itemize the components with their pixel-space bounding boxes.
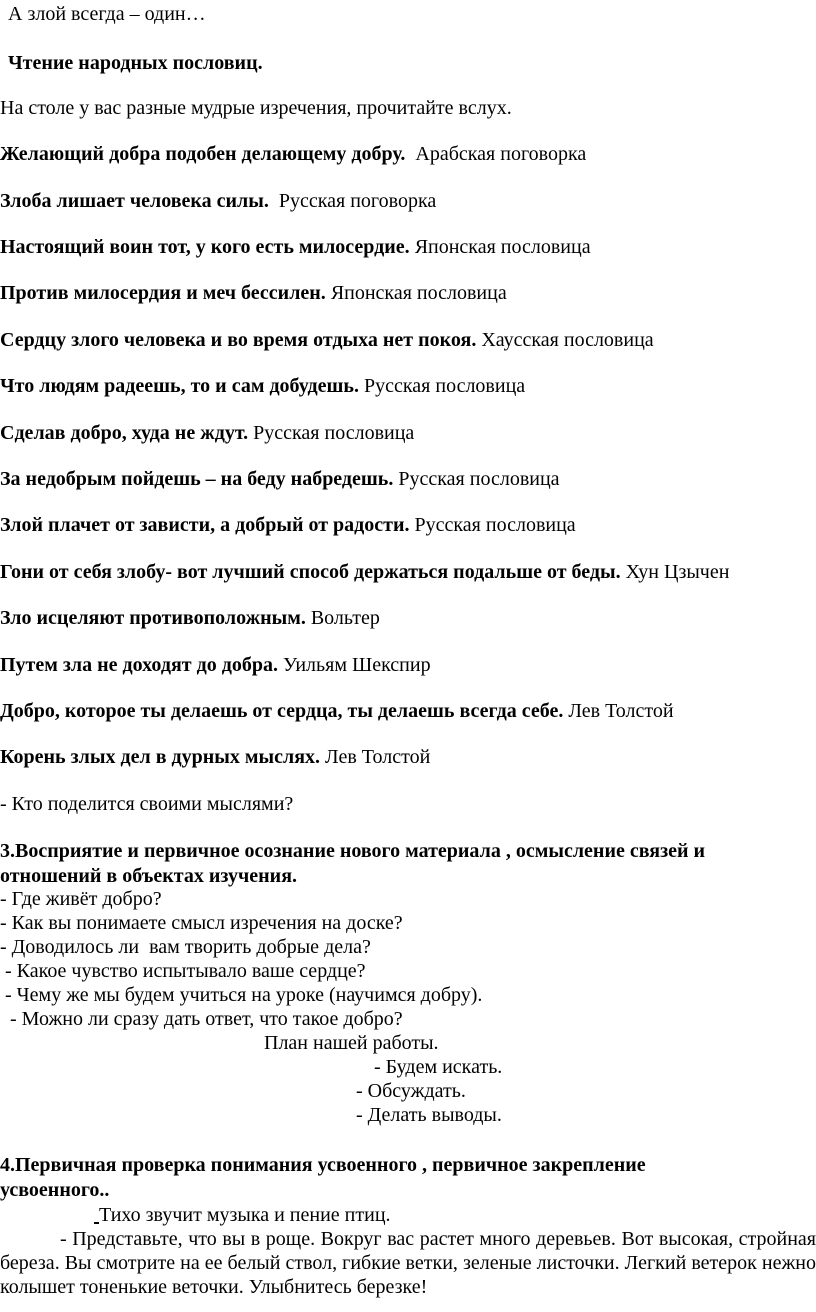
proverb-item (0, 467, 560, 491)
proverb-text: Добро, которое ты делаешь от сердца, ты делаешь всегда себе. (0, 700, 564, 722)
share-question: - Кто поделится своими мыслями? (0, 793, 294, 815)
proverb-item (0, 606, 380, 630)
proverb-source: Лев Толстой (568, 700, 674, 722)
intro-line: А злой всегда – один… (8, 3, 206, 25)
proverb-text: Желающий добра подобен делающему добру. (0, 143, 406, 165)
relaxation-paragraph: - Представьте, что вы в роще. Вокруг вас растет много деревьев. Вот высокая, стройная береза. Вы смотрите на ее белый ствол, гибкие ветки, зеленые листочки. Легкий ветерок нежно колышет тоненькие веточки. Улыбнитесь березке! (0, 1228, 816, 1298)
proverb-source: Японская пословица (330, 282, 507, 304)
proverb-source: Русская поговорка (278, 190, 437, 212)
proverb-text: Гони от себя злобу- вот лучший способ держаться подальше от беды. (0, 561, 621, 583)
proverb-text: Против милосердия и меч бессилен. (0, 282, 326, 304)
proverb-item (0, 142, 586, 166)
section3-heading-line2: отношений в объектах изучения. (0, 865, 298, 887)
proverb-text: Что людям радеешь, то и сам добудешь. (0, 375, 359, 397)
section3-question: - Какое чувство испытывало ваше сердце? (0, 960, 366, 982)
proverb-item (0, 560, 729, 584)
proverb-item (0, 281, 507, 305)
section3-question: - Где живёт добро? (0, 888, 162, 910)
proverb-source: Хаусская пословица (481, 329, 654, 351)
proverb-source: Русская пословица (398, 468, 560, 490)
proverb-text: Сердцу злого человека и во время отдыха нет покоя. (0, 329, 477, 351)
music-line (94, 1203, 391, 1227)
proverb-text: Зло исцеляют противоположным. (0, 607, 306, 629)
proverb-item (0, 513, 576, 537)
proverb-source: Хун Цзычен (625, 561, 730, 583)
section3-question: - Как вы понимаете смысл изречения на доске? (0, 912, 403, 934)
section3-heading-line1: 3.Восприятие и первичное осознание нового материала , осмысление связей и (0, 840, 706, 862)
proverb-item (0, 745, 430, 769)
proverb-text: Злоба лишает человека силы. (0, 190, 269, 212)
proverb-text: Настоящий воин тот, у кого есть милосердие. (0, 236, 410, 258)
plan-title: План нашей работы. (264, 1032, 439, 1054)
section4-heading-line2: усвоенного.. (0, 1179, 110, 1201)
proverb-source: Вольтер (310, 607, 380, 629)
proverb-source: Арабская поговорка (415, 143, 587, 165)
proverb-item (0, 421, 414, 445)
section3-question: - Доводилось ли вам творить добрые дела? (0, 936, 371, 958)
proverb-item (0, 328, 654, 352)
proverb-source: Японская пословица (414, 236, 591, 258)
proverb-text: За недобрым пойдешь – на беду набредешь. (0, 468, 394, 490)
proverb-item (0, 235, 591, 259)
proverb-item (0, 189, 436, 213)
section4-heading-line1: 4.Первичная проверка понимания усвоенного , первичное закрепление (0, 1154, 646, 1176)
proverb-source: Русская пословица (414, 514, 576, 536)
plan-item: - Будем искать. (374, 1056, 503, 1078)
proverb-text: Сделав добро, худа не ждут. (0, 422, 249, 444)
plan-item: - Делать выводы. (356, 1104, 502, 1126)
reading-heading: Чтение народных пословиц. (8, 52, 263, 74)
proverb-text: Путем зла не доходят до добра. (0, 654, 278, 676)
section3-question: - Чему же мы будем учиться на уроке (научимся добру). (0, 984, 483, 1006)
proverb-source: Русская пословица (364, 375, 526, 397)
proverb-item (0, 653, 431, 677)
proverb-source: Уильям Шекспир (282, 654, 431, 676)
music-line-text: Тихо звучит музыка и пение птиц. (99, 1204, 391, 1226)
proverb-source: Русская пословица (253, 422, 415, 444)
proverb-text: Злой плачет от зависти, а добрый от радости. (0, 514, 410, 536)
proverb-source: Лев Толстой (325, 746, 431, 768)
proverb-text: Корень злых дел в дурных мыслях. (0, 746, 321, 768)
plan-item: - Обсуждать. (356, 1080, 466, 1102)
proverb-item (0, 699, 674, 723)
reading-instruction: На столе у вас разные мудрые изречения, прочитайте вслух. (0, 97, 512, 119)
section3-question: - Можно ли сразу дать ответ, что такое добро? (0, 1008, 403, 1030)
proverb-item (0, 374, 525, 398)
